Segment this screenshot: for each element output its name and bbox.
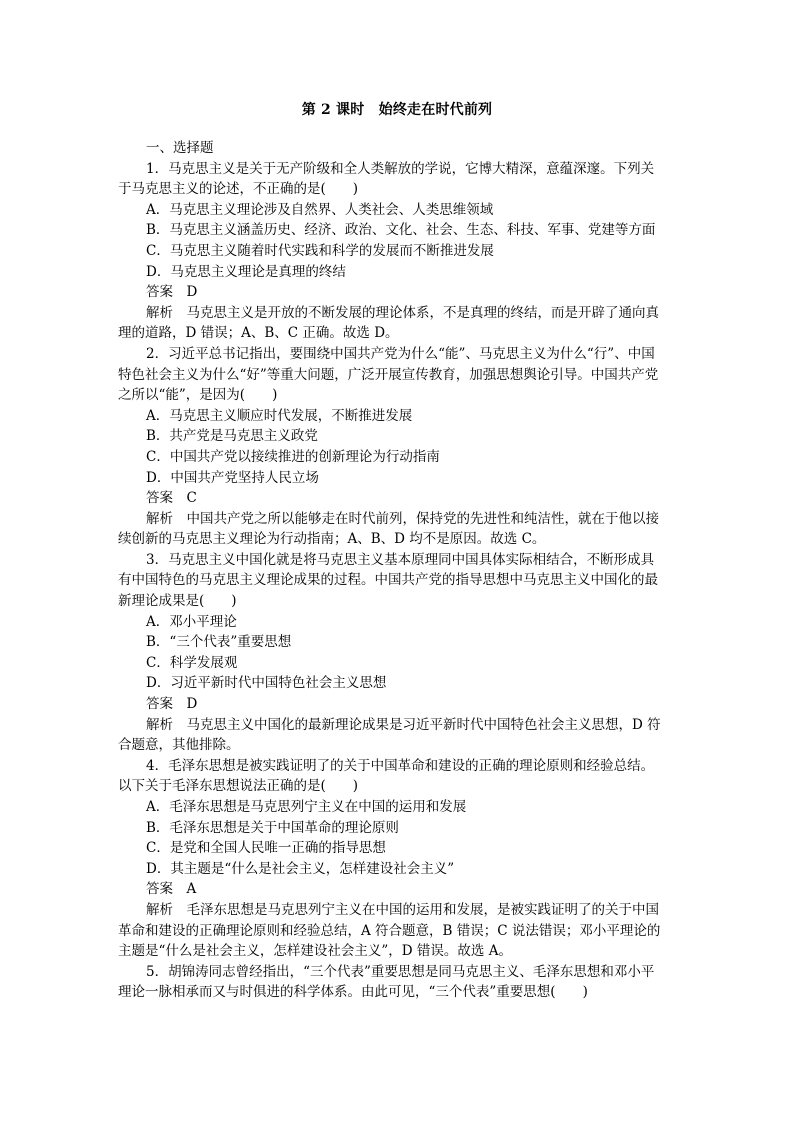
q1-option-c: C．马克思主义随着时代实践和科学的发展而不断推进发展 xyxy=(146,242,494,259)
section-heading: 一、选择题 xyxy=(146,140,214,156)
q4-option-d: D．其主题是“什么是社会主义，怎样建设社会主义” xyxy=(146,860,455,877)
q1-stem-line-1: 1．马克思主义是关于无产阶级和全人类解放的学说，它博大精深，意蕴深邃。下列关 xyxy=(146,160,655,177)
q2-stem-line-3: 之所以“能”，是因为( ) xyxy=(118,387,278,404)
q2-analysis-line-1: 解析 中国共产党之所以能够走在时代前列，保持党的先进性和纯洁性，就在于他以接 xyxy=(146,510,659,527)
q1-stem-line-2: 于马克思主义的论述，不正确的是( ) xyxy=(118,181,359,198)
q2-option-c: C．中国共产党以接续推进的创新理论为行动指南 xyxy=(146,448,440,465)
q5-stem-line-1: 5．胡锦涛同志曾经指出，“三个代表”重要思想是同马克思主义、毛泽东思想和邓小平 xyxy=(146,963,655,980)
content xyxy=(118,138,702,1003)
q3-analysis-line-2: 合题意，其他排除。 xyxy=(118,737,240,754)
q4-option-b: B．毛泽东思想是关于中国革命的理论原则 xyxy=(146,819,399,836)
q1-answer: 答案 D xyxy=(146,284,198,301)
q2-option-d: D．中国共产党坚持人民立场 xyxy=(146,469,319,486)
q5-stem-line-2: 理论一脉相承而又与时俱进的科学体系。由此可见，“三个代表”重要思想( ) xyxy=(118,984,588,1001)
q3-answer: 答案 D xyxy=(146,696,198,713)
page-title: 第 2 课时 始终走在时代前列 xyxy=(301,102,493,118)
q2-option-a: A．马克思主义顺应时代发展，不断推进发展 xyxy=(146,407,413,424)
q3-analysis-line-1: 解析 马克思主义中国化的最新理论成果是习近平新时代中国特色社会主义思想，D 符 xyxy=(146,716,661,733)
q3-stem-line-1: 3．马克思主义中国化就是将马克思主义基本原理同中国具体实际相结合，不断形成具 xyxy=(146,551,655,568)
q4-stem-line-2: 以下关于毛泽东思想说法正确的是( ) xyxy=(118,778,359,795)
q3-option-c: C．科学发展观 xyxy=(146,654,238,671)
q3-option-b: B．“三个代表”重要思想 xyxy=(146,634,292,651)
q4-analysis-line-1: 解析 毛泽东思想是马克思列宁主义在中国的运用和发展，是被实践证明了的关于中国 xyxy=(146,901,659,918)
q2-answer: 答案 C xyxy=(146,490,197,507)
q1-option-b: B．马克思主义涵盖历史、经济、政治、文化、社会、生态、科技、军事、党建等方面 xyxy=(146,222,656,239)
q1-option-d: D．马克思主义理论是真理的终结 xyxy=(146,263,346,280)
q3-stem-line-2: 有中国特色的马克思主义理论成果的过程。中国共产党的指导思想中马克思主义中国化的最 xyxy=(118,572,658,589)
q3-option-a: A．邓小平理论 xyxy=(146,613,237,630)
q4-stem-line-1: 4．毛泽东思想是被实践证明了的关于中国革命和建设的正确的理论原则和经验总结。 xyxy=(146,757,655,774)
q2-stem-line-1: 2．习近平总书记指出，要围绕中国共产党为什么“能”、马克思主义为什么“行”、中国 xyxy=(146,345,655,362)
q4-analysis-line-2: 革命和建设的正确理论原则和经验总结，A 符合题意，B 错误；C 说法错误；邓小平理论的 xyxy=(118,922,661,939)
q4-option-a: A．毛泽东思想是马克思列宁主义在中国的运用和发展 xyxy=(146,799,467,815)
q4-analysis-line-3: 主题是“什么是社会主义，怎样建设社会主义”，D 错误。故选 A。 xyxy=(118,943,512,960)
q3-stem-line-3: 新理论成果是( ) xyxy=(118,593,237,610)
q4-option-c: C．是党和全国人民唯一正确的指导思想 xyxy=(146,840,386,857)
q2-stem-line-2: 特色社会主义为什么“好”等重大问题，广泛开展宣传教育，加强思想舆论引导。中国共产党 xyxy=(118,366,659,383)
q4-answer: 答案 A xyxy=(146,881,197,898)
q1-analysis-line-1: 解析 马克思主义是开放的不断发展的理论体系，不是真理的终结，而是开辟了通向真 xyxy=(146,304,659,321)
q2-analysis-line-2: 续创新的马克思主义理论为行动指南；A、B、D 均不是原因。故选 C。 xyxy=(118,531,546,548)
q2-option-b: B．共产党是马克思主义政党 xyxy=(146,428,318,445)
q1-analysis-line-2: 理的道路，D 错误；A、B、C 正确。故选 D。 xyxy=(118,325,399,342)
q1-option-a: A．马克思主义理论涉及自然界、人类社会、人类思维领域 xyxy=(146,201,494,218)
q3-option-d: D．习近平新时代中国特色社会主义思想 xyxy=(146,675,387,692)
